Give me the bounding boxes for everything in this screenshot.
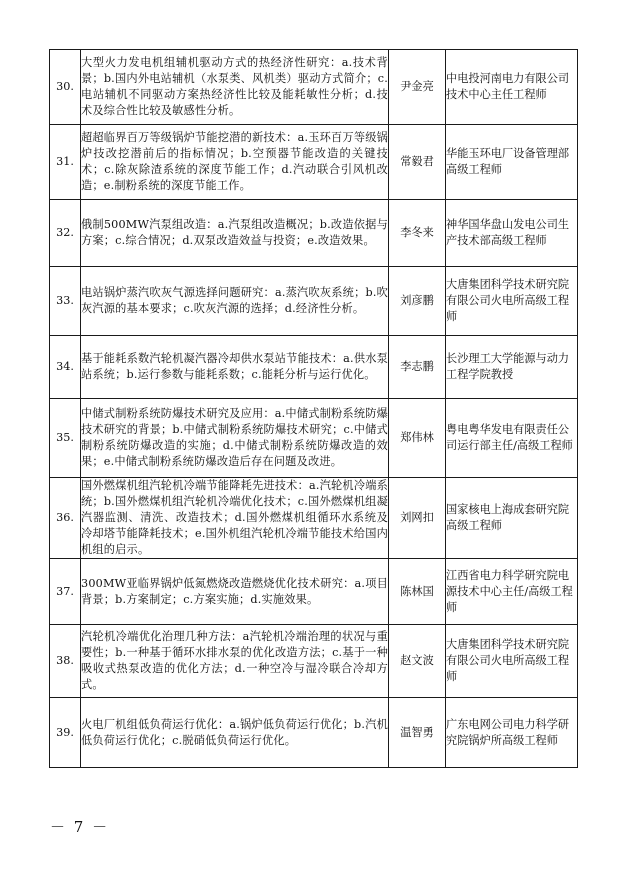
topic-description: 俄制500MW汽泵组改造：a.汽泵组改造概况；b.改造依据与方案；c.综合情况；d.双泵改造效益与投资；e.改造效果。 xyxy=(81,200,389,267)
speaker-name: 李冬来 xyxy=(389,200,446,267)
table-row xyxy=(50,625,578,698)
speaker-affiliation: 华能玉环电厂设备管理部高级工程师 xyxy=(446,125,578,200)
table-row xyxy=(50,399,578,478)
speaker-affiliation: 国家核电上海成套研究院高级工程师 xyxy=(446,478,578,559)
table-row xyxy=(50,50,578,125)
speaker-affiliation: 粤电粤华发电有限责任公司运行部主任/高级工程师 xyxy=(446,399,578,478)
row-number: 35. xyxy=(50,399,81,478)
speaker-affiliation: 广东电网公司电力科学研究院锅炉所高级工程师 xyxy=(446,698,578,768)
speaker-name: 常毅君 xyxy=(389,125,446,200)
speaker-name: 郑伟林 xyxy=(389,399,446,478)
topic-description: 电站锅炉蒸汽吹灰气源选择问题研究：a.蒸汽吹灰系统；b.吹灰汽源的基本要求；c.吹灰汽源的选择；d.经济性分析。 xyxy=(81,267,389,336)
row-number: 36. xyxy=(50,478,81,559)
row-number: 31. xyxy=(50,125,81,200)
speaker-affiliation: 大唐集团科学技术研究院有限公司火电所高级工程师 xyxy=(446,267,578,336)
table-body xyxy=(50,50,578,768)
speaker-name: 刘彦鹏 xyxy=(389,267,446,336)
topic-description: 大型火力发电机组辅机驱动方式的热经济性研究：a.技术背景；b.国内外电站辅机（水泵类、风机类）驱动方式简介；c.电站辅机不同驱动方案热经济性比较及能耗敏性分析；d.技术及综合性比较及敏感性分析。 xyxy=(81,50,389,125)
table-row xyxy=(50,336,578,399)
row-number: 30. xyxy=(50,50,81,125)
topic-description: 汽轮机冷端优化治理几种方法：a汽轮机冷端治理的状况与重要性；b.一种基于循环水排水泵的优化改造方法；c.基于一种吸收式热泵改造的优化方法；d.一种空冷与湿冷联合冷却方式。 xyxy=(81,625,389,698)
speaker-name: 温智勇 xyxy=(389,698,446,768)
row-number: 34. xyxy=(50,336,81,399)
training-topics-table xyxy=(49,49,578,768)
table-row xyxy=(50,698,578,768)
topic-description: 300MW亚临界锅炉低氮燃烧改造燃烧优化技术研究：a.项目背景；b.方案制定；c.方案实施；d.实施效果。 xyxy=(81,559,389,625)
table-row xyxy=(50,478,578,559)
speaker-name: 陈林国 xyxy=(389,559,446,625)
table-row xyxy=(50,125,578,200)
table-row xyxy=(50,267,578,336)
speaker-affiliation: 大唐集团科学技术研究院有限公司火电所高级工程师 xyxy=(446,625,578,698)
speaker-name: 尹金亮 xyxy=(389,50,446,125)
row-number: 32. xyxy=(50,200,81,267)
topic-description: 国外燃煤机组汽轮机冷端节能降耗先进技术：a.汽轮机冷端系统；b.国外燃煤机组汽轮机冷端优化技术；c.国外燃煤机组凝汽器监测、清洗、改造技术；d.国外燃煤机组循环水系统及冷却塔节能降耗技术；e.国外机组汽轮机冷端节能技术给国内机组的启示。 xyxy=(81,478,389,559)
row-number: 38. xyxy=(50,625,81,698)
speaker-affiliation: 长沙理工大学能源与动力工程学院教授 xyxy=(446,336,578,399)
speaker-affiliation: 中电投河南电力有限公司技术中心主任工程师 xyxy=(446,50,578,125)
topic-description: 中储式制粉系统防爆技术研究及应用：a.中储式制粉系统防爆技术研究的背景；b.中储式制粉系统防爆技术研究；c.中储式制粉系统防爆改造的实施；d.中储式制粉系统防爆改造的效果；e.中储式制粉系统防爆改造后存在问题及改进。 xyxy=(81,399,389,478)
row-number: 33. xyxy=(50,267,81,336)
speaker-name: 赵文波 xyxy=(389,625,446,698)
speaker-affiliation: 神华国华盘山发电公司生产技术部高级工程师 xyxy=(446,200,578,267)
speaker-name: 李志鹏 xyxy=(389,336,446,399)
speaker-name: 刘网扣 xyxy=(389,478,446,559)
topic-description: 基于能耗系数汽轮机凝汽器冷却供水泵站节能技术：a.供水泵站系统；b.运行参数与能耗系数；c.能耗分析与运行优化。 xyxy=(81,336,389,399)
speaker-affiliation: 江西省电力科学研究院电源技术中心主任/高级工程师 xyxy=(446,559,578,625)
row-number: 39. xyxy=(50,698,81,768)
topic-description: 火电厂机组低负荷运行优化：a.锅炉低负荷运行优化；b.汽机低负荷运行优化；c.脱硝低负荷运行优化。 xyxy=(81,698,389,768)
row-number: 37. xyxy=(50,559,81,625)
page-number: － 7 － xyxy=(50,818,110,836)
topic-description: 超超临界百万等级锅炉节能挖潜的新技术：a.玉环百万等级锅炉技改挖潜前后的指标情况；b.空预器节能改造的关键技术；c.除灰除渣系统的深度节能工作；d.汽动联合引风机改造；e.制粉系统的深度节能工作。 xyxy=(81,125,389,200)
table-row xyxy=(50,559,578,625)
table-row xyxy=(50,200,578,267)
